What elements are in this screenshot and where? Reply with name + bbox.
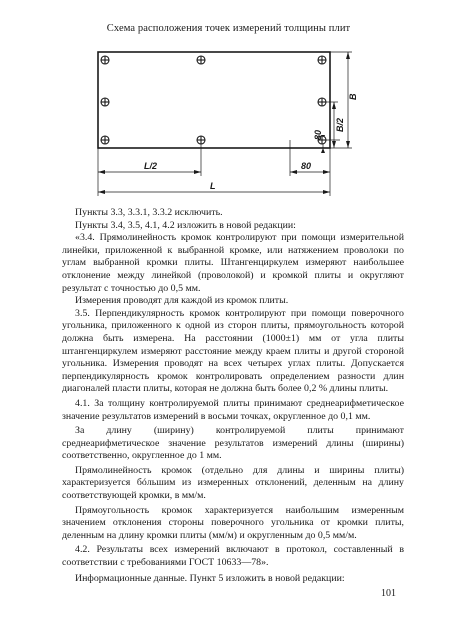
measurement-point bbox=[101, 136, 109, 144]
paragraph: 3.5. Перпендикулярность кромок контролируют при помощи поверочного угольника, приложенного к одной из сторон плиты, прямоугольность которой должна быть измерена. На расстоянии (1000±1) мм от угла плиты штангенциркулем измеряют расстояние между краем плиты и другой стороной угольника. Измерения проводят на всех четырех углах плиты. Допускается перпендикулярность кромок контролировать определением разности длин диагоналей пласти плиты, которая не должна быть более 0,2 % длины плиты. bbox=[62, 307, 404, 395]
paragraph: Пункты 3.3, 3.3.1, 3.3.2 исключить. bbox=[75, 207, 223, 218]
body-text bbox=[62, 207, 404, 585]
paragraph: Прямоугольность кромок характеризуется наибольшим измеренным значением отклонения стороны поверочного угольника от кромки плиты, деленным на длину кромки плиты (мм/м) и округленным до 0,5 мм/м. bbox=[62, 504, 404, 541]
paragraph: Информационные данные. Пункт 5 изложить в новой редакции: bbox=[75, 572, 345, 584]
figure-title: Схема расположения точек измерений толщины плит bbox=[106, 23, 351, 34]
paragraph: За длину (ширину) контролируемой плиты принимают среднеарифметическое значение результатов измерений длины (ширины) соответственно, округленное до 1 мм. bbox=[62, 425, 404, 462]
dim-half-width: B/2 bbox=[335, 117, 345, 132]
paragraph: Измерения проводят для каждой из кромок плиты. bbox=[75, 295, 289, 307]
dim-edge-offset-y: 80 bbox=[313, 129, 323, 140]
dim-half-length: L/2 bbox=[144, 161, 158, 171]
measurement-point bbox=[318, 98, 326, 106]
dim-width: B bbox=[348, 93, 358, 100]
dim-length: L bbox=[210, 181, 216, 191]
paragraph: Пункты 3.4, 3.5, 4.1, 4.2 изложить в новой редакции: bbox=[75, 219, 296, 231]
paragraph: Прямолинейность кромок (отдельно для длины и ширины плиты) характеризуется бóльшим из измеренных отклонений, деленным на длину соответствующей кромки, в мм/м. bbox=[62, 464, 404, 502]
measurement-point bbox=[197, 136, 205, 144]
paragraph: 4.1. За толщину контролируемой плиты принимают среднеарифметическое значение результатов измерений в восьми точках, округленное до 0,1 мм. bbox=[62, 397, 404, 422]
measurement-points-diagram bbox=[60, 44, 400, 204]
measurement-point bbox=[101, 98, 109, 106]
paragraph: 4.2. Результаты всех измерений включают в протокол, составленный в соответствии с требованиями ГОСТ 10633—78». bbox=[62, 544, 404, 569]
paragraph: «3.4. Прямолинейность кромок контролируют при помощи измерительной линейки, приложенной к выбранной кромке, или натяжением проволоки по углам выбранной кромки плиты. Штангенциркулем измеряют наибольшее отклонение между линейкой (проволокой) и кромкой плиты и округляют результат с точностью до 0,5 мм. bbox=[62, 232, 404, 294]
measurement-point bbox=[197, 56, 205, 64]
page-number: 101 bbox=[381, 588, 396, 599]
dim-edge-offset-x: 80 bbox=[301, 161, 312, 171]
measurement-points bbox=[101, 56, 326, 144]
measurement-point bbox=[101, 56, 109, 64]
measurement-point bbox=[318, 56, 326, 64]
plate-outline bbox=[98, 52, 330, 148]
